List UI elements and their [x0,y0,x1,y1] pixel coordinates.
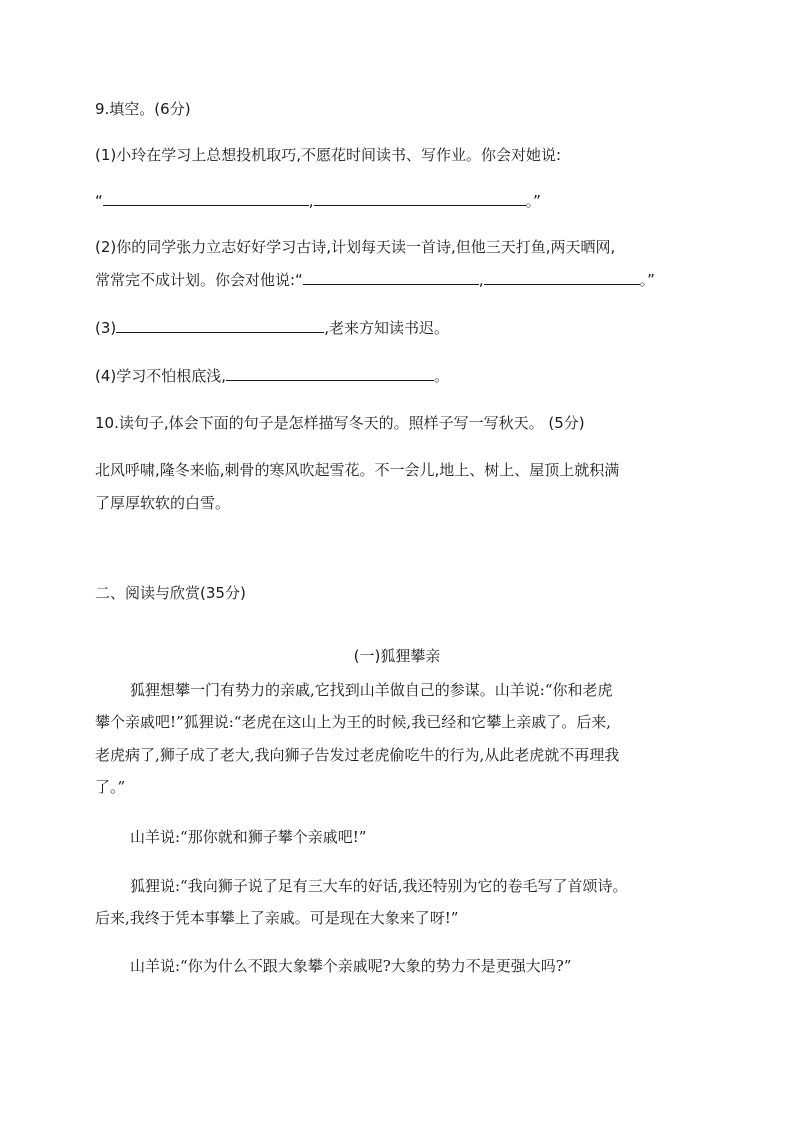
answer-blank-2b[interactable] [484,270,640,285]
story-para3-line2: 后来,我终于凭本事攀上了亲戚。可是现在大象来了呀!” [95,909,459,927]
question-9-part2-answer-line [95,270,655,290]
comma: , [308,192,314,210]
question-10-example-line-1: 北风呼啸,隆冬来临,刺骨的寒风吹起雪花。不一会儿,地上、树上、屋顶上就积满 [95,461,620,479]
question-9-part2-prompt: (2)你的同学张力立志好好学习古诗,计划每天读一首诗,但他三天打鱼,两天晒网, [95,238,616,256]
question-9-part2-prompt-2: 常常完不成计划。你会对他说:“ [95,271,303,289]
answer-blank-1a[interactable] [103,191,309,206]
question-9-part4 [95,366,449,386]
question-9-part1-answer-line [95,191,541,211]
close-quote: 。” [525,192,541,210]
answer-blank-1b[interactable] [314,191,526,206]
question-9-part1-prompt: (1)小玲在学习上总想投机取巧,不愿花时间读书、写作业。你会对她说: [95,146,562,164]
open-quote: “ [95,192,103,210]
section-2-heading: 二、阅读与欣赏(35分) [95,584,246,602]
question-9-part3 [95,318,449,338]
answer-blank-4[interactable] [226,366,434,381]
question-9-title: 9.填空。(6分) [95,100,191,118]
story-para3-line1: 狐狸说:“我向狮子说了足有三大车的好话,我还特别为它的卷毛写了首颂诗。 [130,877,628,895]
part3-suffix: ,老来方知读书迟。 [324,319,450,337]
question-10-title: 10.读句子,体会下面的句子是怎样描写冬天的。照样子写一写秋天。 (5分) [95,414,585,432]
part3-label: (3) [95,319,117,337]
answer-blank-3[interactable] [116,318,324,333]
story-para4: 山羊说:“你为什么不跟大象攀个亲戚呢?大象的势力不是更强大吗?” [130,957,572,975]
story-para1-line3: 老虎病了,狮子成了老大,我向狮子告发过老虎偷吃牛的行为,从此老虎就不再理我 [95,746,620,764]
comma: , [478,271,484,289]
story-para1-line1: 狐狸想攀一门有势力的亲戚,它找到山羊做自己的参谋。山羊说:“你和老虎 [130,681,613,699]
question-10-example-line-2: 了厚厚软软的白雪。 [95,494,231,512]
story-title: (一)狐狸攀亲 [353,647,441,665]
story-para1-line2: 攀个亲戚吧!”狐狸说:“老虎在这山上为王的时候,我已经和它攀上亲戚了。后来, [95,713,611,731]
story-para2: 山羊说:“那你就和狮子攀个亲戚吧!” [130,828,367,846]
answer-blank-2a[interactable] [303,270,479,285]
part4-suffix: 。 [434,367,450,385]
story-para1-line4: 了。” [95,778,126,796]
close-quote: 。” [639,271,655,289]
part4-prefix: (4)学习不怕根底浅, [95,367,227,385]
